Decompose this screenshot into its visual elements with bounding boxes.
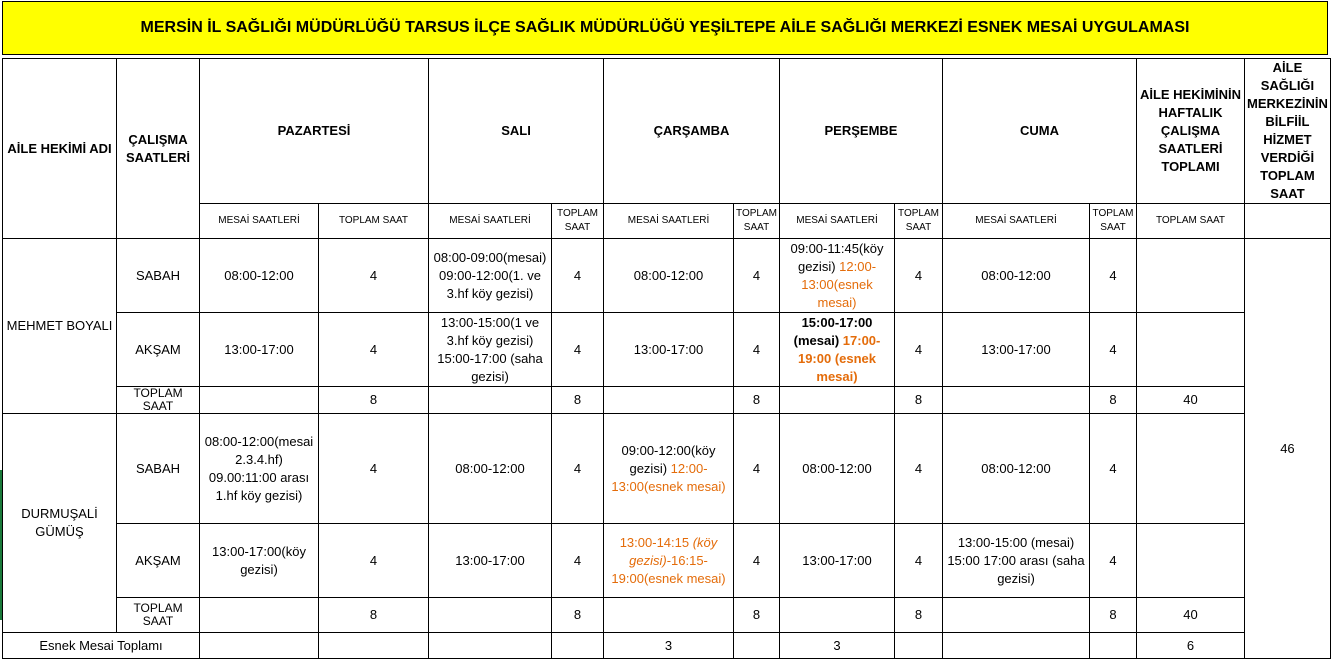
flex-weekly-value: 6 (1137, 633, 1245, 659)
text-flex: -16:15-19:00(esnek mesai) (611, 552, 726, 586)
cell-d1-mon-total-empty (200, 387, 319, 414)
subheader-empty (1245, 204, 1331, 239)
cell-d1-wed-sum: 8 (734, 387, 780, 414)
header-monday: PAZARTESİ (200, 59, 429, 204)
cell-d2-fri-morning-total: 4 (1090, 414, 1137, 524)
cell-d1-fri-total-empty (943, 387, 1090, 414)
subheader-wed-shift: MESAİ SAATLERİ (604, 204, 734, 239)
text-flex-italic: (köy gezisi) (629, 534, 718, 568)
cell-d1-tue-evening-total: 4 (552, 313, 604, 387)
flex-wed-value: 3 (604, 633, 734, 659)
cell-d2-mon-morning-total: 4 (319, 414, 429, 524)
cell-d2-thu-evening-total: 4 (895, 524, 943, 598)
cell-d2-mon-total-empty (200, 598, 319, 633)
cell-d2-mon-sum: 8 (319, 598, 429, 633)
subheader-tue-total: TOPLAM SAAT (552, 204, 604, 239)
cell-d1-wed-total-empty (604, 387, 734, 414)
cell-d2-fri-evening-total: 4 (1090, 524, 1137, 598)
cell-d1-thu-evening-total: 4 (895, 313, 943, 387)
cell-d1-tue-total-empty (429, 387, 552, 414)
cell-d1-mon-evening-total: 4 (319, 313, 429, 387)
cell-d2-weekly-sum: 40 (1137, 598, 1245, 633)
header-weekly-total: AİLE HEKİMİNİN HAFTALIK ÇALIŞMA SAATLERİ TOPLAMI (1137, 59, 1245, 204)
subheader-weekly-total: TOPLAM SAAT (1137, 204, 1245, 239)
cell-d1-weekly-empty-2 (1137, 313, 1245, 387)
cell-d2-wed-total-empty (604, 598, 734, 633)
center-total-value: 46 (1245, 239, 1331, 659)
header-center-total: AİLE SAĞLIĞI MERKEZİNİN BİLFİİL HİZMET VERDİĞİ TOPLAM SAAT (1245, 59, 1331, 204)
cell-d2-tue-sum: 8 (552, 598, 604, 633)
cell-d2-fri-total-empty (943, 598, 1090, 633)
cell-d2-mon-evening-total: 4 (319, 524, 429, 598)
shift-label-morning: SABAH (117, 239, 200, 313)
cell-d2-fri-sum: 8 (1090, 598, 1137, 633)
cell-d1-thu-total-empty (780, 387, 895, 414)
cell-d1-fri-morning-total: 4 (1090, 239, 1137, 313)
text-regular: 15:00-17:00 (mesai) (793, 314, 873, 348)
cell-d1-thu-morning (780, 239, 895, 313)
cell-d1-wed-morning-total: 4 (734, 239, 780, 313)
cell-d1-thu-evening (780, 313, 895, 387)
text-flex: 12:00-13:00(esnek mesai) (801, 258, 877, 310)
shift-label-evening: AKŞAM (117, 313, 200, 387)
cell-d2-weekly-empty (1137, 414, 1245, 524)
cell-d1-weekly-empty (1137, 239, 1245, 313)
cell-d2-wed-sum: 8 (734, 598, 780, 633)
cell-d2-wed-morning-total: 4 (734, 414, 780, 524)
cell-d1-tue-morning: 08:00-09:00(mesai) 09:00-12:00(1. ve 3.hf köy gezisi) (429, 239, 552, 313)
cell-d2-fri-morning: 08:00-12:00 (943, 414, 1090, 524)
subheader-wed-total: TOPLAM SAAT (734, 204, 780, 239)
cell-d1-fri-sum: 8 (1090, 387, 1137, 414)
cell-d1-mon-sum: 8 (319, 387, 429, 414)
schedule-table (2, 58, 1331, 659)
header-friday: CUMA (943, 59, 1137, 204)
cell-d2-mon-evening: 13:00-17:00(köy gezisi) (200, 524, 319, 598)
cell-d2-tue-total-empty (429, 598, 552, 633)
header-work-hours: ÇALIŞMA SAATLERİ (117, 59, 200, 239)
header-wednesday: ÇARŞAMBA (604, 59, 780, 204)
text-regular: 09:00-12:00(köy gezisi) (621, 442, 716, 476)
cell-d2-weekly-empty-2 (1137, 524, 1245, 598)
shift-label-evening: AKŞAM (117, 524, 200, 598)
doctor-name-1: MEHMET BOYALI (3, 239, 117, 414)
cell-d2-thu-evening: 13:00-17:00 (780, 524, 895, 598)
doctor-name-2: DURMUŞALİ GÜMÜŞ (3, 414, 117, 633)
cell-d1-thu-sum: 8 (895, 387, 943, 414)
cell-d1-mon-evening: 13:00-17:00 (200, 313, 319, 387)
subheader-tue-shift: MESAİ SAATLERİ (429, 204, 552, 239)
cell-d1-fri-evening-total: 4 (1090, 313, 1137, 387)
cell-d1-tue-evening: 13:00-15:00(1 ve 3.hf köy gezisi) 15:00-17:00 (saha gezisi) (429, 313, 552, 387)
cell-d2-mon-morning: 08:00-12:00(mesai 2.3.4.hf) 09.00:11:00 arası 1.hf köy gezisi) (200, 414, 319, 524)
cell-d2-tue-morning-total: 4 (552, 414, 604, 524)
cell-d1-tue-morning-total: 4 (552, 239, 604, 313)
text-flex: 12:00-13:00(esnek mesai) (611, 460, 726, 494)
flex-thu-value: 3 (780, 633, 895, 659)
cell-d1-wed-evening-total: 4 (734, 313, 780, 387)
cell-d2-tue-evening-total: 4 (552, 524, 604, 598)
cell-d2-tue-evening: 13:00-17:00 (429, 524, 552, 598)
text-flex: 17:00-19:00 (esnek mesai) (797, 332, 881, 384)
cell-d1-weekly-sum: 40 (1137, 387, 1245, 414)
header-thursday: PERŞEMBE (780, 59, 943, 204)
cell-d2-thu-total-empty (780, 598, 895, 633)
cell-d1-wed-evening: 13:00-17:00 (604, 313, 734, 387)
shift-label-morning: SABAH (117, 414, 200, 524)
cell-d2-thu-sum: 8 (895, 598, 943, 633)
subheader-fri-shift: MESAİ SAATLERİ (943, 204, 1090, 239)
cell-d1-wed-morning: 08:00-12:00 (604, 239, 734, 313)
header-doctor-name: AİLE HEKİMİ ADI (3, 59, 117, 239)
cell-d1-mon-morning: 08:00-12:00 (200, 239, 319, 313)
cell-d1-tue-sum: 8 (552, 387, 604, 414)
cell-d1-thu-morning-total: 4 (895, 239, 943, 313)
total-label: TOPLAM SAAT (117, 598, 200, 633)
flex-total-label: Esnek Mesai Toplamı (3, 633, 200, 659)
subheader-fri-total: TOPLAM SAAT (1090, 204, 1137, 239)
cell-d2-thu-morning-total: 4 (895, 414, 943, 524)
cell-d1-fri-evening: 13:00-17:00 (943, 313, 1090, 387)
cell-d1-fri-morning: 08:00-12:00 (943, 239, 1090, 313)
cell-d2-fri-evening: 13:00-15:00 (mesai) 15:00 17:00 arası (saha gezisi) (943, 524, 1090, 598)
cell-d2-tue-morning: 08:00-12:00 (429, 414, 552, 524)
subheader-mon-total: TOPLAM SAAT (319, 204, 429, 239)
subheader-thu-total: TOPLAM SAAT (895, 204, 943, 239)
text-flex: 13:00-14:15 (619, 534, 693, 550)
page-title: MERSİN İL SAĞLIĞI MÜDÜRLÜĞÜ TARSUS İLÇE SAĞLIK MÜDÜRLÜĞÜ YEŞİLTEPE AİLE SAĞLIĞI MERKEZİ ESNEK MESAİ UYGULAMASI (2, 1, 1328, 55)
subheader-mon-shift: MESAİ SAATLERİ (200, 204, 319, 239)
cell-d2-wed-morning (604, 414, 734, 524)
header-tuesday: SALI (429, 59, 604, 204)
cell-d2-wed-evening-total: 4 (734, 524, 780, 598)
subheader-thu-shift: MESAİ SAATLERİ (780, 204, 895, 239)
text-regular: 09:00-11:45(köy gezisi) (790, 240, 884, 274)
cell-d2-thu-morning: 08:00-12:00 (780, 414, 895, 524)
cell-d1-mon-morning-total: 4 (319, 239, 429, 313)
cell-d2-wed-evening (604, 524, 734, 598)
total-label: TOPLAM SAAT (117, 387, 200, 414)
